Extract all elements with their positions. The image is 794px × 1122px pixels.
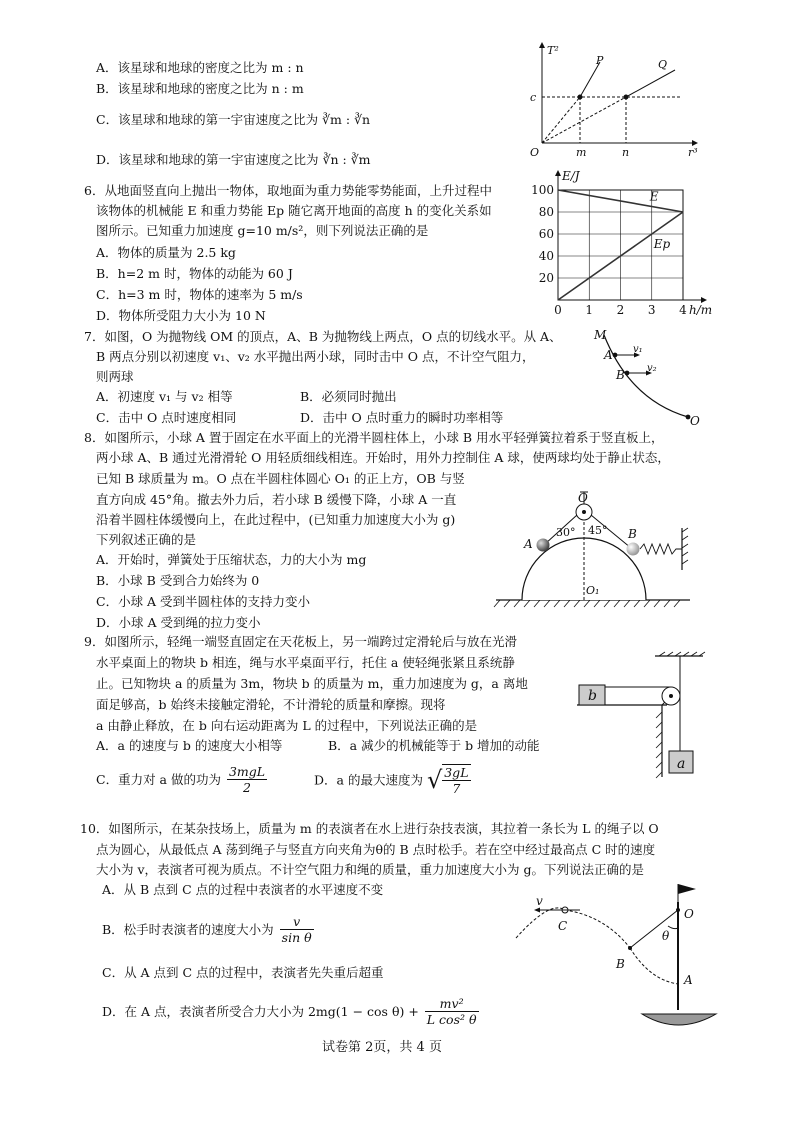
q9-stem-line5: a 由静止释放，在 b 向右运动距离为 L 的过程中，下列说法正确的是 [96,718,478,733]
center-o1-label: O₁ [586,584,600,597]
q6-stem-line2: 该物体的机械能 E 和重力势能 Ep 随它离开地面的高度 h 的变化关系如 [96,203,492,218]
q8-semicylinder-figure [490,482,705,610]
angle-30-label: 30° [556,526,576,539]
b-point-label: B [616,368,625,382]
q5-option-c: C．该星球和地球的第一宇宙速度之比为 ∛m : ∛n [96,112,371,127]
block-b-label: b [588,688,597,704]
y-tick-label: 100 [531,183,554,197]
p-label: P [596,54,604,67]
q10-swing-figure [510,880,725,1030]
v2-label: v₂ [647,363,657,374]
pulley-o-label: O [578,491,588,505]
q8-option-b: B．小球 B 受到合力始终为 0 [96,573,260,588]
q5-t2-r3-graph [520,40,700,165]
q8-option-c: C．小球 A 受到半圆柱体的支持力变小 [96,594,311,609]
energy-height-chart [520,165,713,320]
q9-option-c-denominator: 2 [243,780,251,795]
q7-stem-line1: 7．如图，O 为抛物线 OM 的顶点，A、B 为抛物线上两点，O 点的切线水平。从 A、 [84,329,562,344]
q9-option-d-text: D．a 的最大速度为 [314,772,423,788]
q10-option-b-denominator: sin θ [281,930,312,945]
q9-option-d-denominator: 7 [452,781,461,796]
n-label: n [622,146,630,159]
q9-option-d-fraction [442,764,470,796]
q6-stem-line3: 图所示。已知重力加速度 g=10 m/s²，则下列说法正确的是 [96,223,429,238]
q9-stem-line4: 面足够高，b 始终未接触定滑轮，不计滑轮的质量和摩擦。现将 [96,697,446,712]
q9-option-c [96,764,269,795]
q10-option-c: C．从 A 点到 C 点的过程中，表演者先失重后超重 [102,965,384,980]
y-tick-label: 80 [538,205,554,219]
v1-label: v₁ [633,344,643,355]
q-label: Q [658,58,668,71]
x-tick-label: 3 [647,303,656,317]
q10-option-b-text: B．松手时表演者的速度大小为 [102,922,274,937]
y-tick-label: 60 [538,227,554,241]
q10-option-b [102,914,316,945]
q10-stem-line1: 10．如图所示，在某杂技场上，质量为 m 的表演者在水上进行杂技表演，其拉着一条长为 L 的绳子以 O [80,821,659,836]
q10-stem-line2: 点为圆心，从最低点 A 荡到绳子与竖直方向夹角为θ的 B 点时松手。若在空中经过最高点 C 时的速度 [96,842,656,857]
q6-stem-line1: 6．从地面竖直向上抛出一物体，取地面为重力势能零势能面，上升过程中 [84,183,492,198]
q9-option-c-text: C．重力对 a 做的功为 [96,772,221,787]
q8-option-a: A．开始时，弹簧处于压缩状态，力的大小为 mg [96,552,367,567]
q9-stem-line3: 止。已知物块 a 的质量为 3m，物块 b 的质量为 m，重力加速度为 g，a 离地 [96,676,528,691]
radical-sign-icon: √ [426,765,443,794]
a-point-label: A [604,348,613,362]
y-axis-label: T² [547,44,559,57]
q8-stem-line2: 两小球 A、B 通过光滑滑轮 O 用轻质细线相连。开始时，用外力控制住 A 球，使两球均处于静止状态， [96,450,670,465]
origin-label: O [530,146,540,159]
q8-stem-line5: 沿着半圆柱体缓慢向上，在此过程中，(已知重力加速度大小为 g) [96,512,456,527]
q9-option-c-numerator: 3mgL [228,764,266,779]
q10-option-d-fraction [425,996,479,1027]
c-label: c [530,91,537,104]
q9-option-b: B．a 减少的机械能等于 b 增加的动能 [328,738,540,753]
q5-option-b: B．该星球和地球的密度之比为 n : m [96,81,304,96]
q7-stem-line2: B 两点分别以初速度 v₁、v₂ 水平抛出两小球，同时击中 O 点，不计空气阻力， [96,349,535,364]
q7-option-d: D．击中 O 点时重力的瞬时功率相等 [300,410,504,425]
y-tick-label: 40 [538,249,554,263]
q9-option-c-fraction [227,764,267,795]
q9-stem-line2: 水平桌面上的物块 b 相连，绳与水平桌面平行，托住 a 使轻绳张紧且系统静 [96,655,515,670]
m-label: m [576,146,587,159]
q9-option-a: A．a 的速度与 b 的速度大小相等 [96,738,283,753]
y-axis-title: E/J [562,169,580,183]
q9-option-d [314,764,473,796]
q6-option-b: B．h=2 m 时，物体的动能为 60 J [96,266,293,281]
angle-45-label: 45° [588,524,608,537]
q7-stem-line3: 则两球 [96,369,134,384]
series-label-e: E [649,189,659,204]
q10-option-a: A．从 B 点到 C 点的过程中表演者的水平速度不变 [102,882,384,897]
q10-option-d-denominator: L cos² θ [426,1012,477,1027]
q5-option-d: D．该星球和地球的第一宇宙速度之比为 ∛n : ∛m [96,152,371,167]
q6-option-c: C．h=3 m 时，物体的速率为 5 m/s [96,287,303,302]
o-point-label: O [690,414,700,428]
x-axis-title: h/m [689,303,713,317]
q8-stem-line6: 下列叙述正确的是 [96,532,197,547]
velocity-v-label: v [536,894,543,908]
point-c-label: C [558,919,568,933]
y-axis-arrow-icon [555,170,561,176]
x-tick-label: 1 [585,303,594,317]
q7-parabola-figure [590,325,710,430]
y-tick-label: 20 [538,271,554,285]
q7-option-a: A．初速度 v₁ 与 v₂ 相等 [96,389,233,404]
x-tick-label: 4 [679,303,687,317]
x-axis-label: r³ [688,146,698,159]
q10-option-d-text: D．在 A 点，表演者所受合力大小为 2mg(1 − cos θ) + [102,1004,419,1019]
q10-option-b-fraction [280,914,314,945]
q9-option-d-numerator: 3gL [444,765,469,780]
page-footer: 试卷第 2页，共 4 页 [322,1040,442,1055]
q10-stem-line3: 大小为 v，表演者可视为质点。不计空气阻力和绳的质量，重力加速度大小为 g。下列说法正确的是 [96,862,645,877]
x-tick-label: 2 [616,303,625,317]
q9-pulley-figure [575,652,705,784]
point-o-label: O [684,907,694,921]
ball-a-label: A [524,537,533,551]
q7-option-b: B．必须同时抛出 [300,389,397,404]
q8-stem-line1: 8．如图所示，小球 A 置于固定在水平面上的光滑半圆柱体上，小球 B 用水平轻弹簧拉着系于竖直板上， [84,430,664,445]
q7-option-c: C．击中 O 点时速度相同 [96,410,237,425]
q8-stem-line4: 直方向成 45°角。撤去外力后，若小球 B 缓慢下降，小球 A 一直 [96,492,457,507]
q5-option-a: A．该星球和地球的密度之比为 m : n [96,60,304,75]
ball-b-label: B [628,527,637,541]
point-a-label: A [684,973,693,987]
q6-option-a: A．物体的质量为 2.5 kg [96,245,236,260]
series-label-ep: Ep [653,237,671,251]
q9-stem-line1: 9．如图所示，轻绳一端竖直固定在天花板上，另一端跨过定滑轮后与放在光滑 [84,634,517,649]
m-point-label: M [594,328,607,342]
q8-option-d: D．小球 A 受到绳的拉力变小 [96,615,261,630]
q6-option-d: D．物体所受阻力大小为 10 N [96,308,266,323]
q10-option-d-numerator: mv² [425,996,479,1012]
x-tick-label: 0 [554,303,562,317]
block-a-label: a [677,756,686,772]
q8-stem-line3: 已知 B 球质量为 m。O 点在半圆柱体圆心 O₁ 的正上方，OB 与竖 [96,471,465,486]
q10-option-d [102,996,481,1027]
q10-option-b-numerator: v [280,914,314,930]
point-b-label: B [616,957,625,971]
theta-label: θ [662,929,670,943]
